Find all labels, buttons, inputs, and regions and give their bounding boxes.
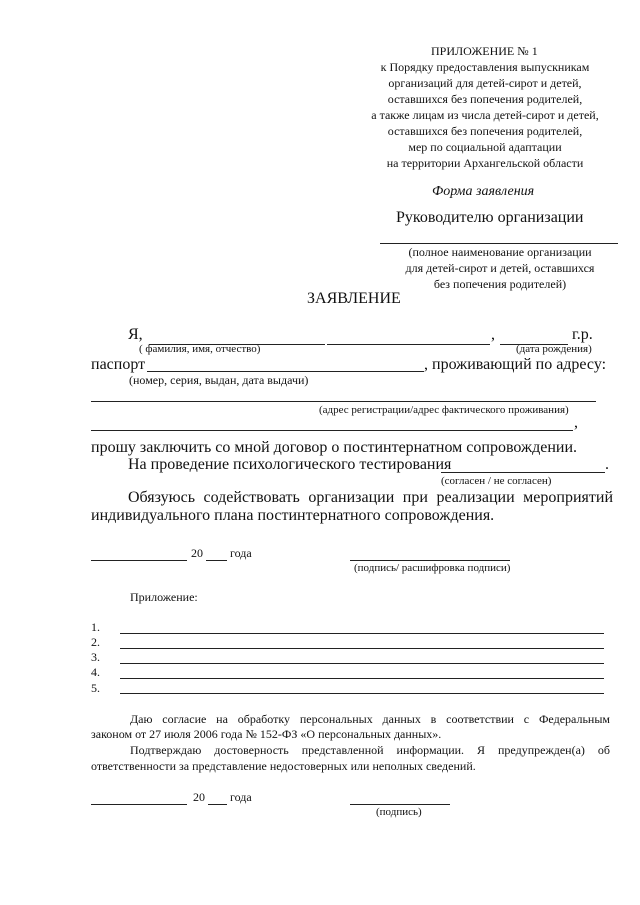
passport-field[interactable] xyxy=(147,371,424,372)
obligation-line: индивидуального плана постинтернатного сопровождения. xyxy=(91,507,495,524)
name-caption: ( фамилия, имя, отчество) xyxy=(139,343,261,355)
annex-line: мер по социальной адаптации xyxy=(408,140,562,154)
applicant-i: Я, xyxy=(128,326,143,343)
attachment-number: 1. xyxy=(91,620,100,634)
addressee-caption: для детей-сирот и детей, оставшихся xyxy=(405,261,595,275)
addressee-caption: (полное наименование организации xyxy=(408,245,592,259)
attachment-field-4[interactable] xyxy=(120,678,604,679)
birth-caption: (дата рождения) xyxy=(516,343,592,355)
attachments-label: Приложение: xyxy=(130,590,198,604)
signature-caption: (подпись/ расшифровка подписи) xyxy=(354,562,511,574)
year-suffix: г.р. xyxy=(572,326,593,343)
passport-label: паспорт xyxy=(91,356,146,373)
attachment-field-1[interactable] xyxy=(120,633,604,634)
form-title: Форма заявления xyxy=(432,184,535,199)
year-prefix-2: 20 xyxy=(193,790,205,804)
residing-label: , проживающий по адресу: xyxy=(424,356,607,373)
consent-line: ответственности за представление недостоверных или неполных сведений. xyxy=(91,759,476,773)
signature-field-2[interactable] xyxy=(350,804,450,805)
statement-heading: ЗАЯВЛЕНИЕ xyxy=(307,290,401,307)
address-field-1[interactable] xyxy=(91,401,596,402)
name-field-continued[interactable] xyxy=(327,344,490,345)
year-prefix: 20 xyxy=(191,546,203,560)
consent-caption: (согласен / не согласен) xyxy=(441,475,552,487)
address-field-2[interactable] xyxy=(91,430,573,431)
year-field-2[interactable] xyxy=(208,804,227,805)
consent-field[interactable] xyxy=(441,472,605,473)
attachment-number: 2. xyxy=(91,635,100,649)
annex-line: к Порядку предоставления выпускникам xyxy=(380,60,590,74)
signature-caption-2: (подпись) xyxy=(376,806,422,818)
annex-title: ПРИЛОЖЕНИЕ № 1 xyxy=(431,44,538,58)
annex-line: оставшихся без попечения родителей, xyxy=(387,124,583,138)
address-caption: (адрес регистрации/адрес фактического проживания) xyxy=(319,404,569,416)
signature-field[interactable] xyxy=(350,560,510,561)
year-field[interactable] xyxy=(206,560,227,561)
request-text: прошу заключить со мной договор о постинтернатном сопровождении. xyxy=(91,439,577,456)
date-field-2[interactable] xyxy=(91,804,187,805)
annex-line: а также лицам из числа детей-сирот и детей, xyxy=(371,108,599,122)
annex-line: организаций для детей-сирот и детей, xyxy=(388,76,582,90)
testing-period: . xyxy=(605,456,609,473)
attachment-number: 5. xyxy=(91,681,100,695)
addressee-caption: без попечения родителей) xyxy=(433,277,567,291)
consent-line: Подтверждаю достоверность представленной информации. Я предупрежден(а) об xyxy=(130,743,610,757)
addressee-line xyxy=(380,243,618,244)
year-word: года xyxy=(230,546,252,560)
attachment-number: 4. xyxy=(91,665,100,679)
annex-line: оставшихся без попечения родителей, xyxy=(387,92,583,106)
obligation-line: Обязуюсь содействовать организации при реализации мероприятий xyxy=(128,489,613,506)
attachment-field-3[interactable] xyxy=(120,663,604,664)
passport-caption: (номер, серия, выдан, дата выдачи) xyxy=(129,373,309,387)
consent-line: Даю согласие на обработку персональных данных в соответствии с Федеральным xyxy=(130,712,610,726)
addressee-label: Руководителю организации xyxy=(396,209,584,226)
year-word-2: года xyxy=(230,790,252,804)
address-end-comma: , xyxy=(574,414,578,431)
consent-line: законом от 27 июля 2006 года № 152-ФЗ «О персональных данных». xyxy=(91,727,442,741)
date-field[interactable] xyxy=(91,560,187,561)
annex-line: на территории Архангельской области xyxy=(386,156,584,170)
testing-text: На проведение психологического тестирования xyxy=(128,456,452,473)
attachment-field-5[interactable] xyxy=(120,693,604,694)
attachment-number: 3. xyxy=(91,650,100,664)
attachment-field-2[interactable] xyxy=(120,648,604,649)
name-comma: , xyxy=(491,326,495,343)
